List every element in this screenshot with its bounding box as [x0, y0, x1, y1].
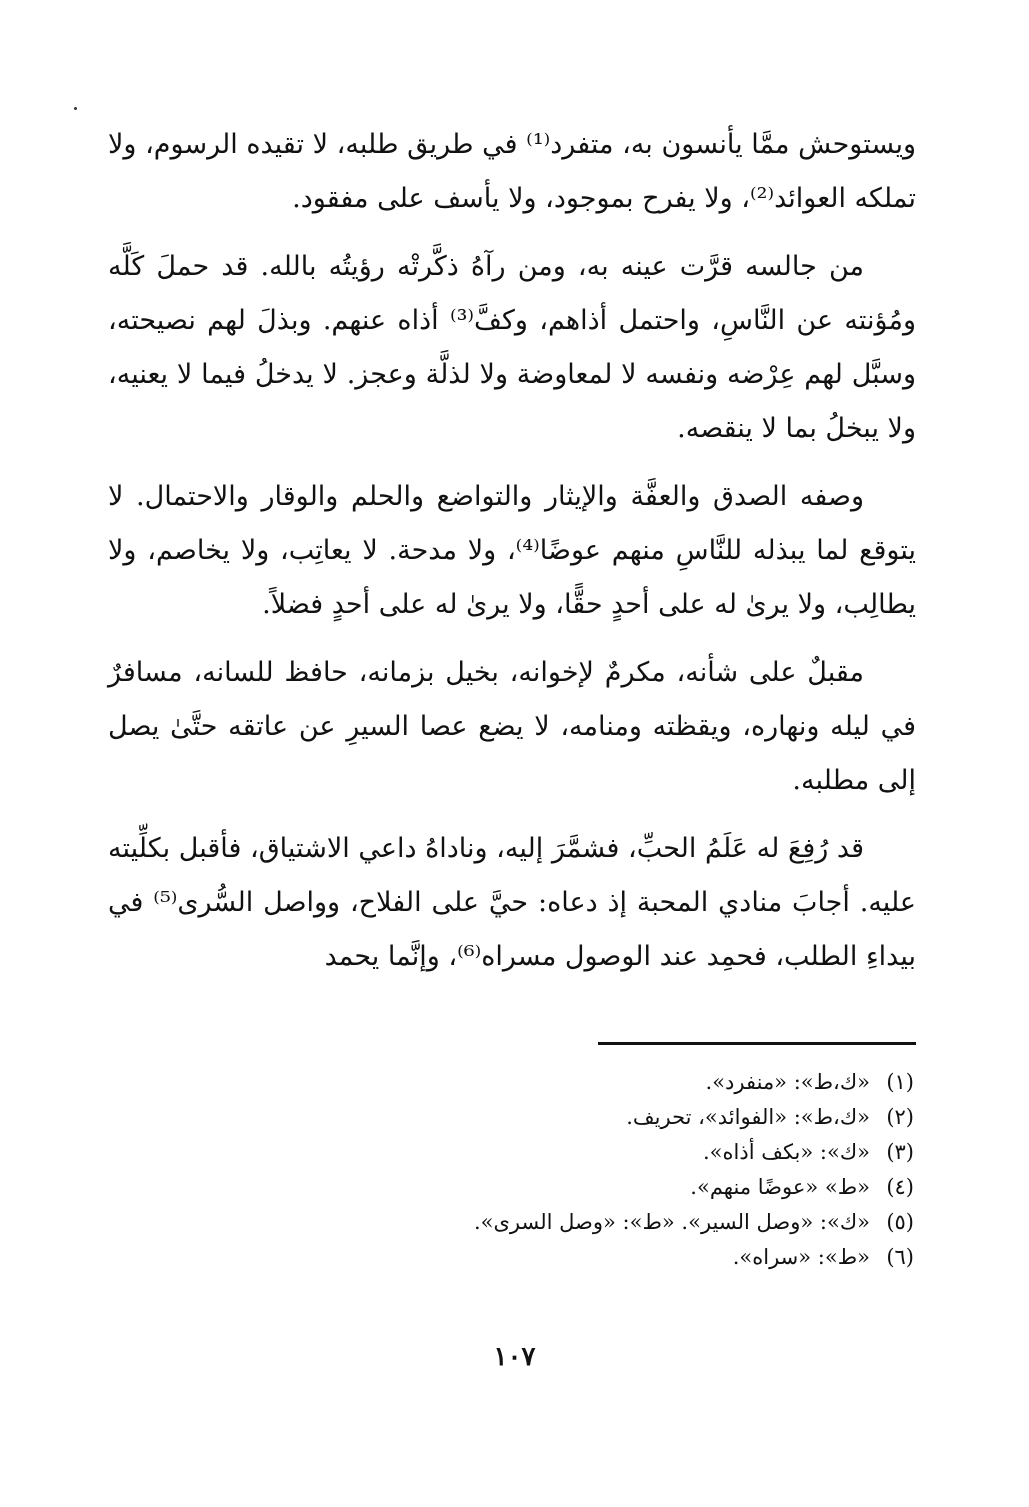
- footnote-text: «ك»: «وصل السير». «ط»: «وصل السرى».: [473, 1210, 870, 1234]
- footnote-item: [274, 1170, 914, 1205]
- footnote-item: [274, 1205, 914, 1240]
- footnotes-list: [274, 1065, 914, 1275]
- footnote-item: [274, 1240, 914, 1275]
- main-text-block: [108, 118, 916, 998]
- paragraph-2: من جالسه قرَّت عينه به، ومن رآهُ ذكَّرتْه رؤيتُه بالله. قد حملَ كَلَّه ومُؤنته عن النَّاسِ، واحتمل أذاهم، وكفَّ⁽³⁾ أذاه عنهم. وبذلَ لهم نصيحته، وسبَّل لهم عِرْضه ونفسه لا لمعاوضة ولا لذلَّة وعجز. لا يدخلُ فيما لا يعنيه، ولا يبخلُ بما لا ينقصه.: [108, 251, 916, 444]
- footnote-text: «ك،ط»: «الفوائد»، تحريف.: [626, 1105, 870, 1129]
- page-number: ١٠٧: [493, 1342, 536, 1372]
- footnote-item: [274, 1065, 914, 1100]
- paragraph-3: وصفه الصدق والعفَّة والإيثار والتواضع والحلم والوقار والاحتمال. لا يتوقع لما يبذله للنَّاسِ منهم عوضًا⁽⁴⁾، ولا مدحة. لا يعاتِب، ولا يخاصم، ولا يطالِب، ولا يرىٰ له على أحدٍ حقًّا، ولا يرىٰ له على أحدٍ فضلاً.: [108, 481, 917, 620]
- paragraph-4: مقبلٌ على شأنه، مكرمٌ لإخوانه، بخيل بزمانه، حافظ للسانه، مسافرٌ في ليله ونهاره، ويقظته ومنامه، لا يضع عصا السيرِ عن عاتقه حتَّىٰ يصل إلى مطلبه.: [108, 657, 916, 796]
- footnote-text: «ك،ط»: «منفرد».: [705, 1070, 870, 1094]
- footnote-text: «ط» «عوضًا منهم».: [690, 1175, 870, 1199]
- footnote-text: «ط»: «سراه».: [732, 1245, 870, 1269]
- footnote-item: [274, 1135, 914, 1170]
- footnote-number: (٦): [886, 1245, 914, 1269]
- footnote-number: (١): [886, 1070, 914, 1094]
- footnote-separator: [598, 1042, 916, 1045]
- footnote-number: (٢): [886, 1105, 914, 1129]
- footnote-text: «ك»: «بكف أذاه».: [702, 1140, 870, 1164]
- scan-speck: [74, 107, 77, 110]
- footnote-number: (٥): [886, 1210, 914, 1234]
- paragraph-5: قد رُفِعَ له عَلَمُ الحبِّ، فشمَّرَ إليه، وناداهُ داعي الاشتياق، فأقبل بكلِّيته عليه. أجابَ منادي المحبة إذ دعاه: حيَّ على الفلاح، وواصل السُّرى⁽⁵⁾ في بيداءِ الطلب، فحمِد عند الوصول مسراه⁽⁶⁾، وإنَّما يحمد: [108, 833, 917, 972]
- paragraph-1: ويستوحش ممَّا يأنسون به، متفرد⁽¹⁾ في طريق طلبه، لا تقيده الرسوم، ولا تملكه العوائد⁽²⁾، ولا يفرح بموجود، ولا يأسف على مفقود.: [108, 129, 917, 214]
- footnote-item: [274, 1100, 914, 1135]
- footnote-number: (٤): [886, 1175, 914, 1199]
- footnote-number: (٣): [886, 1140, 914, 1164]
